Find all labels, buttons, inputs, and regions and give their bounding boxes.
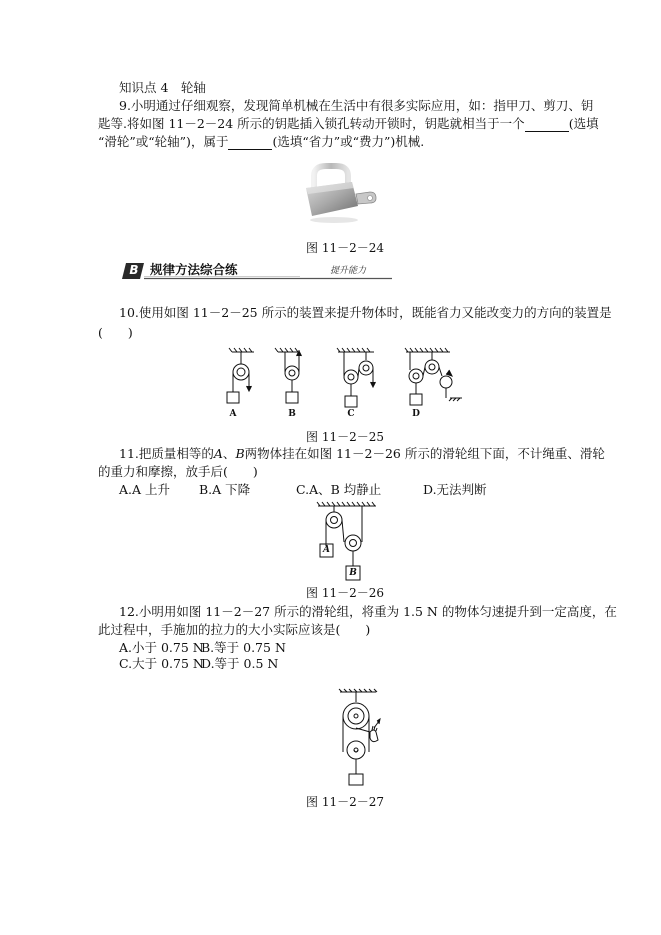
section-heading: 知识点 4 轮轴 — [119, 80, 206, 95]
q11-line-1-text: 11.把质量相等的 — [119, 446, 214, 461]
block-label-a: A — [323, 545, 330, 555]
q9-line-1: 9.小明通过仔细观察，发现简单机械在生活中有很多实际应用，如：指甲刀、剪刀、钥 — [119, 98, 594, 113]
q12-option-c: C.大于 0.75 N — [119, 656, 204, 671]
q11-sep: 、 — [222, 446, 236, 461]
q11-line-2: 的重力和摩擦，放手后( ) — [98, 464, 258, 479]
pulley-device-d — [405, 348, 462, 405]
q11-line-1 — [119, 446, 605, 462]
banner-right-label: 提升能力 — [330, 266, 367, 276]
pulley-device-c — [337, 348, 376, 407]
q11-option-c: C.A、B 均静止 — [296, 482, 382, 497]
q12-line-1: 12.小明用如图 11－2－27 所示的滑轮组，将重为 1.5 N 的物体匀速提升到一定高度，在 — [119, 604, 617, 619]
block-label-b: B — [349, 568, 357, 578]
padlock-figure — [300, 162, 382, 224]
q12-line-2: 此过程中，手施加的拉力的大小实际应该是( ) — [98, 622, 371, 637]
option-label-d: D — [412, 409, 420, 419]
q10-line-2: ( ) — [98, 325, 133, 340]
q11-option-d: D.无法判断 — [423, 482, 487, 497]
pulley-figure-11-2-27 — [330, 688, 390, 788]
q11-option-a: A.A 上升 — [119, 482, 171, 497]
figure-caption-11-2-25: 图 11－2－25 — [306, 430, 384, 444]
figure-caption-11-2-26: 图 11－2－26 — [306, 586, 384, 600]
banner-title: 规律方法综合练 — [150, 262, 238, 277]
q10-line-1: 10.使用如图 11－2－25 所示的装置来提升物体时，既能省力又能改变力的方向的装置是 — [119, 305, 612, 320]
q9-blank-2 — [228, 137, 272, 150]
banner-badge-letter: B — [129, 263, 139, 277]
q9-line-3 — [98, 134, 424, 150]
q9-line-2-tail: (选填 — [568, 116, 599, 131]
figure-caption-11-2-27: 图 11－2－27 — [306, 795, 384, 809]
figure-caption-11-2-24: 图 11－2－24 — [306, 241, 384, 255]
q11-option-b: B.A 下降 — [199, 482, 251, 497]
q9-line-2 — [98, 116, 599, 132]
q12-option-d: D.等于 0.5 N — [201, 656, 279, 671]
q9-blank-1 — [525, 119, 569, 132]
q11-line-1-tail: 两物体挂在如图 11－2－26 所示的滑轮组下面，不计绳重、滑轮 — [244, 446, 605, 461]
q12-option-a: A.小于 0.75 N — [119, 640, 204, 655]
q9-line-3-tail: (选填“省力”或“费力”)机械. — [272, 134, 425, 149]
pulley-device-a — [227, 348, 254, 403]
option-label-c: C — [347, 409, 355, 419]
q11-var-b: B — [235, 446, 245, 461]
option-label-b: B — [288, 409, 296, 419]
pulley-device-b — [275, 348, 302, 403]
q11-var-a: A — [213, 446, 223, 461]
pulley-figure-11-2-26 — [310, 500, 380, 584]
q12-option-b: B.等于 0.75 N — [201, 640, 286, 655]
q9-line-2-text: 匙等.将如图 11－2－24 所示的钥匙插入锁孔转动开锁时，钥匙就相当于一个 — [98, 116, 525, 131]
q9-line-3-text: “滑轮”或“轮轴”)，属于 — [98, 134, 229, 149]
option-label-a: A — [229, 409, 237, 419]
